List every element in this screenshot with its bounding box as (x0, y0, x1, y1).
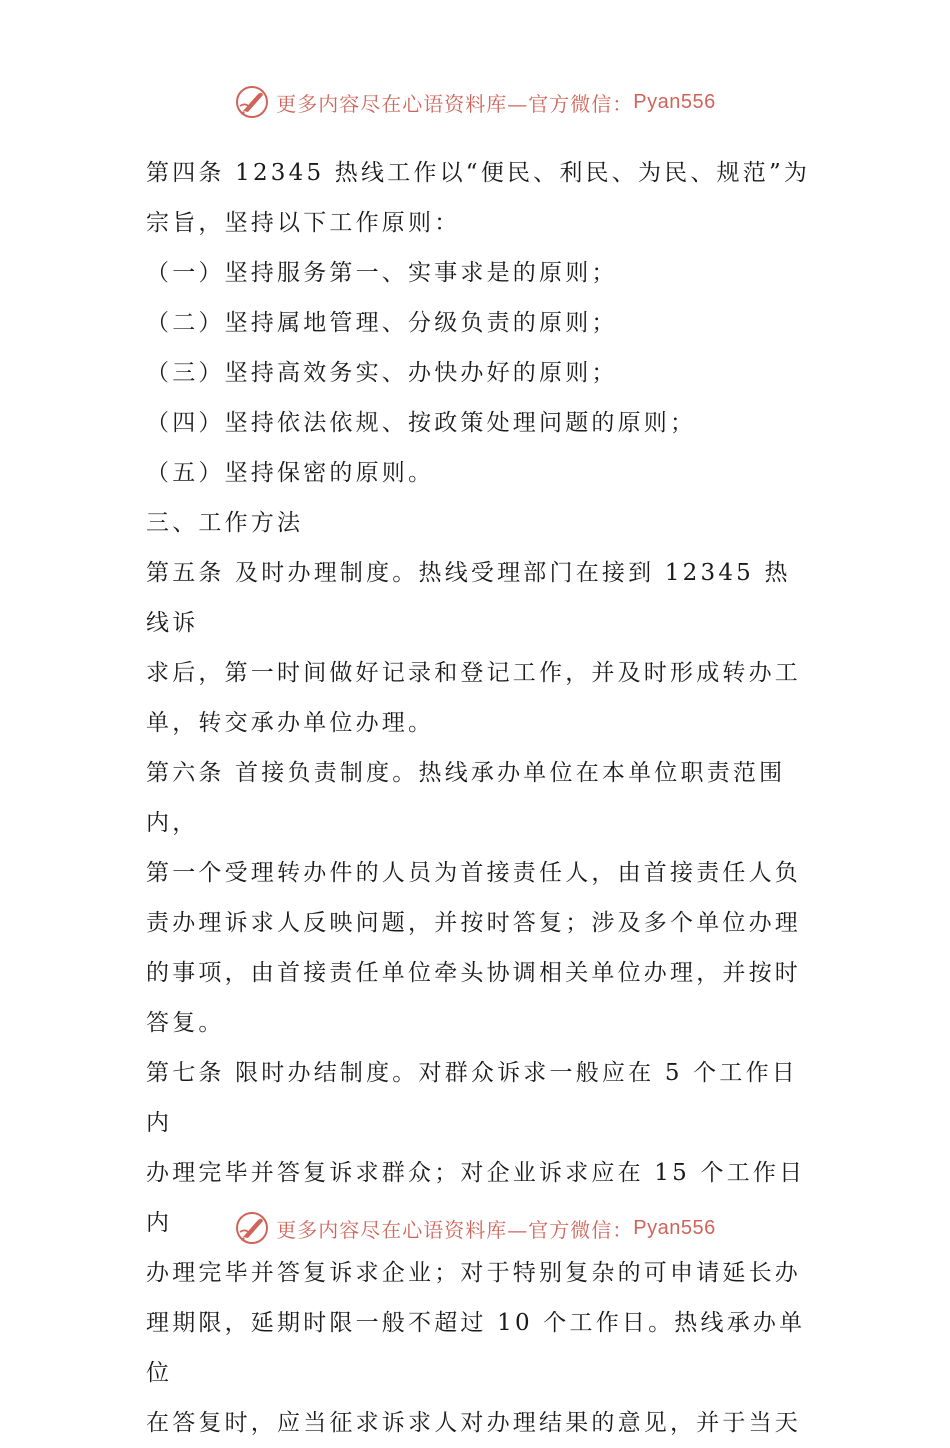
watermark-wechat-id: Pyan556 (633, 1216, 716, 1239)
quill-pen-logo-icon (234, 1210, 270, 1246)
text-line: （二）坚持属地管理、分级负责的原则； (146, 310, 618, 336)
text-line: 的事项，由首接责任单位牵头协调相关单位办理，并按时 (146, 960, 801, 986)
text-line: 第六条 首接负责制度。热线承办单位在本单位职责范围内， (146, 760, 786, 836)
text-line: 理期限，延期时限一般不超过 10 个工作日。热线承办单位 (146, 1310, 806, 1386)
quill-pen-logo-icon (234, 84, 270, 120)
section-heading: 三、工作方法 (146, 510, 304, 536)
text-line: 宗旨，坚持以下工作原则： (146, 210, 461, 236)
text-line: 第四条 12345 热线工作以“便民、利民、为民、规范”为 (146, 160, 811, 186)
text-line: （五）坚持保密的原则。 (146, 460, 435, 486)
text-line: 责办理诉求人反映问题，并按时答复；涉及多个单位办理 (146, 910, 801, 936)
watermark-text: 更多内容尽在心语资料库—官方微信： (276, 1217, 634, 1242)
text-line: 第一个受理转办件的人员为首接责任人，由首接责任人负 (146, 860, 801, 886)
text-line: 第五条 及时办理制度。热线受理部门在接到 12345 热线诉 (146, 560, 791, 636)
text-line: 求后，第一时间做好记录和登记工作，并及时形成转办工 (146, 660, 801, 686)
watermark-wechat-id: Pyan556 (633, 90, 716, 113)
header-watermark (0, 84, 950, 120)
text-line: 第七条 限时办结制度。对群众诉求一般应在 5 个工作日内 (146, 1060, 798, 1136)
watermark-text: 更多内容尽在心语资料库—官方微信： (276, 91, 634, 116)
text-line: 办理完毕并答复诉求群众；对企业诉求应在 15 个工作日内 (146, 1160, 806, 1236)
text-line: 单，转交承办单位办理。 (146, 710, 435, 736)
text-line: 办理完毕并答复诉求企业；对于特别复杂的可申请延长办 (146, 1260, 801, 1286)
document-body (146, 148, 816, 1448)
footer-watermark (0, 1210, 950, 1246)
text-line: 答复。 (146, 1010, 225, 1036)
text-line: 在答复时，应当征求诉求人对办理结果的意见，并于当天 (146, 1410, 801, 1436)
text-line: （四）坚持依法依规、按政策处理问题的原则； (146, 410, 697, 436)
text-line: （三）坚持高效务实、办快办好的原则； (146, 360, 618, 386)
text-line: （一）坚持服务第一、实事求是的原则； (146, 260, 618, 286)
